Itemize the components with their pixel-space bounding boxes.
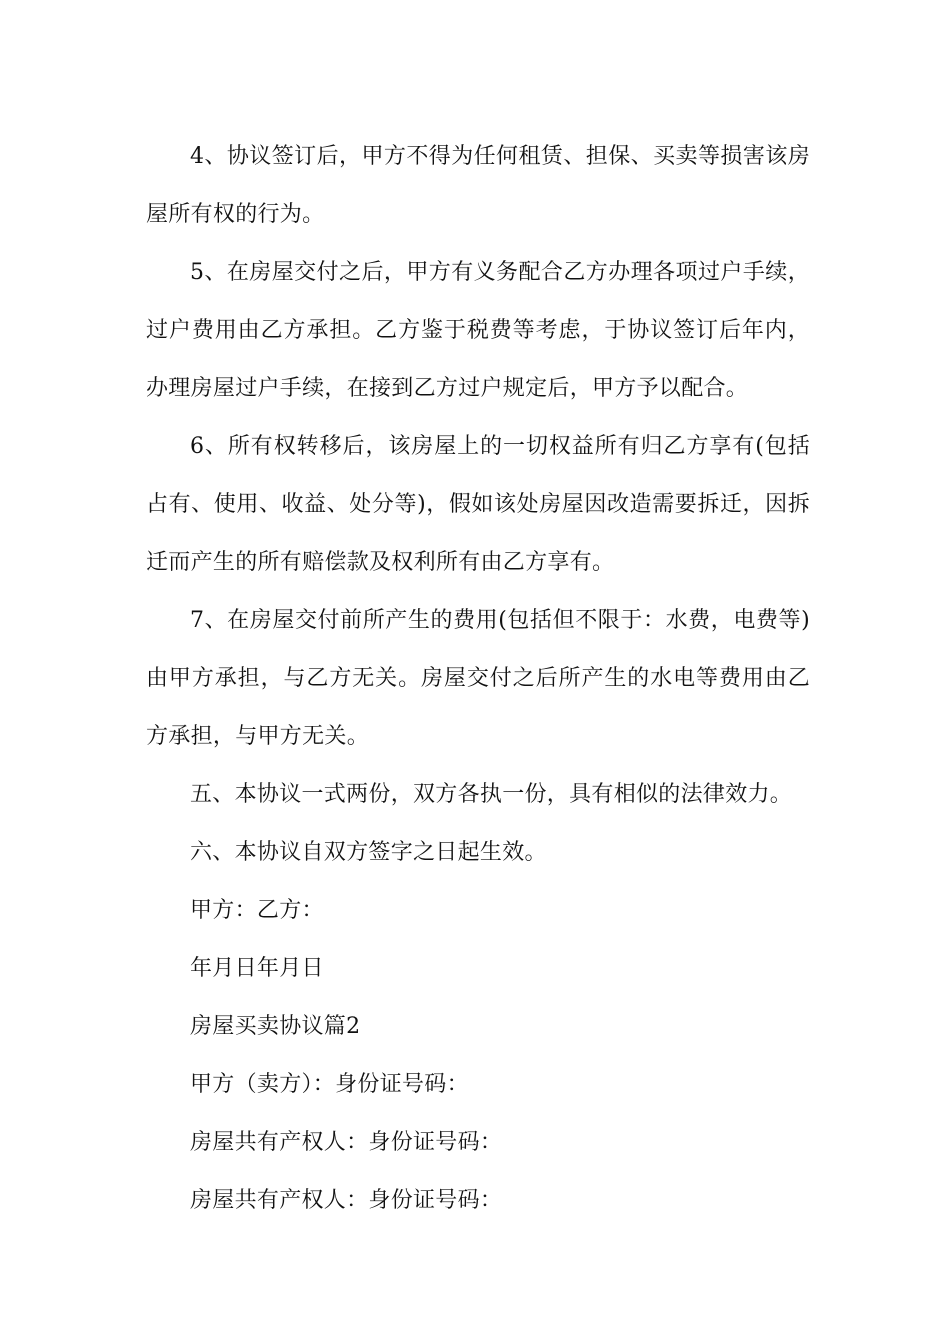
co-owner-line-2: 房屋共有产权人：身份证号码： — [190, 1188, 503, 1213]
section-title: 房屋买卖协议篇2 — [190, 1014, 361, 1039]
article-6: 六、本协议自双方签字之日起生效。 — [190, 840, 547, 865]
date-line: 年月日年月日 — [190, 956, 324, 981]
clause-4: 4、协议签订后，甲方不得为任何租赁、担保、买卖等损害该房屋所有权的行为。 — [146, 144, 810, 227]
seller-line: 甲方（卖方）：身份证号码： — [190, 1072, 469, 1097]
document-body — [146, 128, 810, 1230]
article-5: 五、本协议一式两份，双方各执一份，具有相似的法律效力。 — [190, 782, 793, 807]
clause-7: 7、在房屋交付前所产生的费用(包括但不限于：水费，电费等)由甲方承担，与乙方无关。房屋交付之后所产生的水电等费用由乙方承担，与甲方无关。 — [146, 608, 810, 749]
clause-6: 6、所有权转移后，该房屋上的一切权益所有归乙方享有(包括占有、使用、收益、处分等)，假如该处房屋因改造需要拆迁，因拆迁而产生的所有赔偿款及权利所有由乙方享有。 — [146, 434, 810, 575]
signature-line: 甲方：乙方： — [190, 898, 324, 923]
clause-5: 5、在房屋交付之后，甲方有义务配合乙方办理各项过户手续，过户费用由乙方承担。乙方鉴于税费等考虑，于协议签订后年内，办理房屋过户手续，在接到乙方过户规定后，甲方予以配合。 — [146, 260, 810, 401]
co-owner-line-1: 房屋共有产权人：身份证号码： — [190, 1130, 503, 1155]
